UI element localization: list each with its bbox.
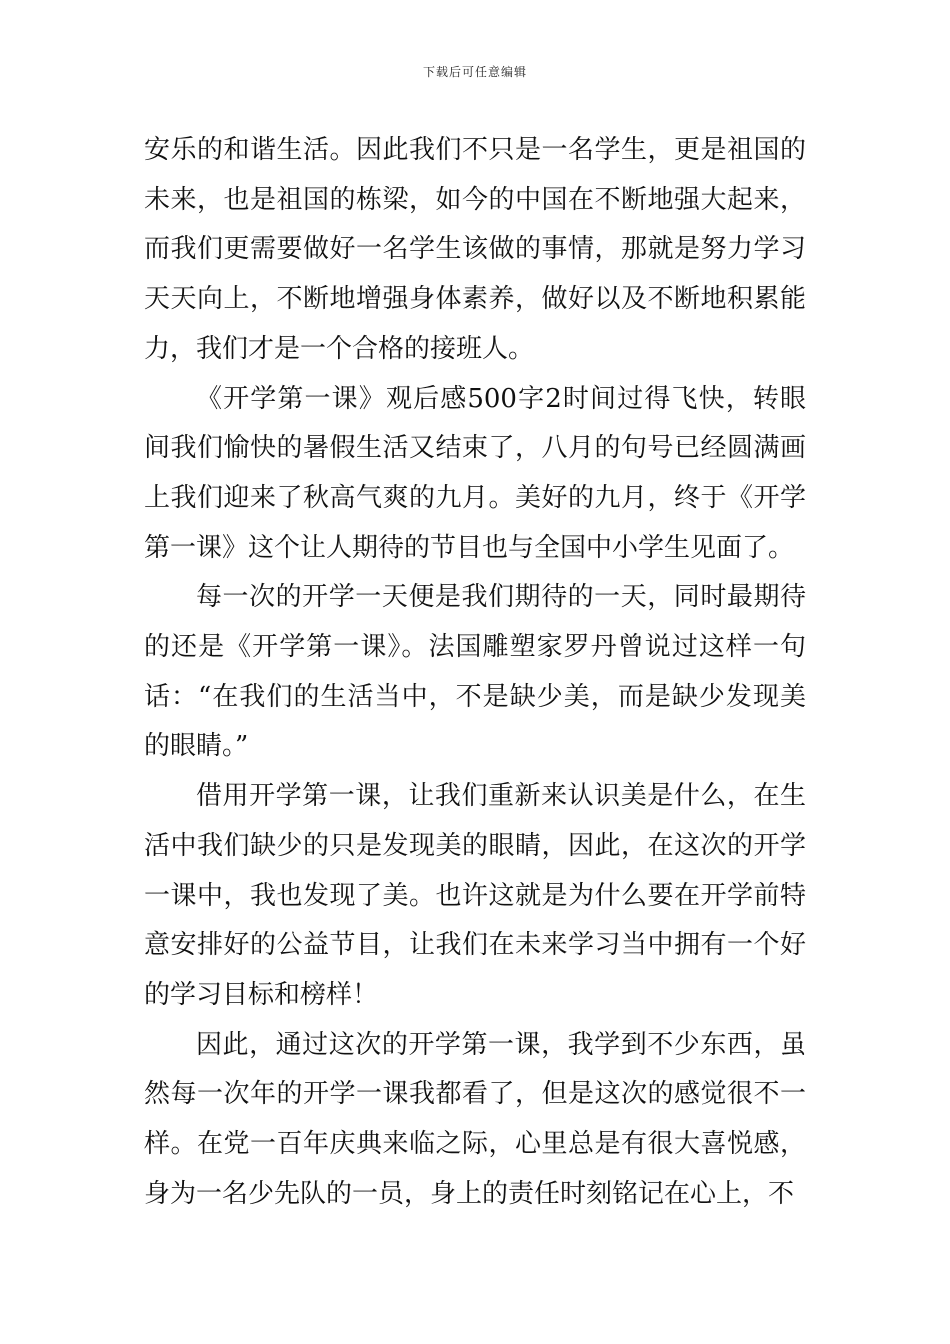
paragraph-2: 《开学第一课》观后感500字2时间过得飞快，转眼间我们愉快的暑假生活又结束了，八月的句号已经圆满画上我们迎来了秋高气爽的九月。美好的九月，终于《开学第一课》这个让人期待的节目也与全国中小学生见面了。 xyxy=(144,383,806,563)
paragraph-1: 安乐的和谐生活。因此我们不只是一名学生，更是祖国的未来，也是祖国的栋梁，如今的中国在不断地强大起来，而我们更需要做好一名学生该做的事情，那就是努力学习天天向上，不断地增强身体素养，做好以及不断地积累能力，我们才是一个合格的接班人。 xyxy=(144,135,806,364)
paragraph-4: 借用开学第一课，让我们重新来认识美是什么，在生活中我们缺少的只是发现美的眼睛，因此，在这次的开学一课中，我也发现了美。也许这就是为什么要在开学前特意安排好的公益节目，让我们在未来学习当中拥有一个好的学习目标和榜样！ xyxy=(144,781,806,1010)
page-header: 下载后可任意编辑 xyxy=(422,65,527,79)
document-body xyxy=(144,126,806,1219)
paragraph-3: 每一次的开学一天便是我们期待的一天，同时最期待的还是《开学第一课》。法国雕塑家罗丹曾说过这样一句话：“在我们的生活当中，不是缺少美，而是缺少发现美的眼睛。” xyxy=(144,582,806,762)
paragraph-5: 因此，通过这次的开学第一课，我学到不少东西，虽然每一次年的开学一课我都看了，但是这次的感觉很不一样。在党一百年庆典来临之际，心里总是有很大喜悦感，身为一名少先队的一员，身上的责任时刻铭记在心上，不 xyxy=(144,1029,806,1209)
